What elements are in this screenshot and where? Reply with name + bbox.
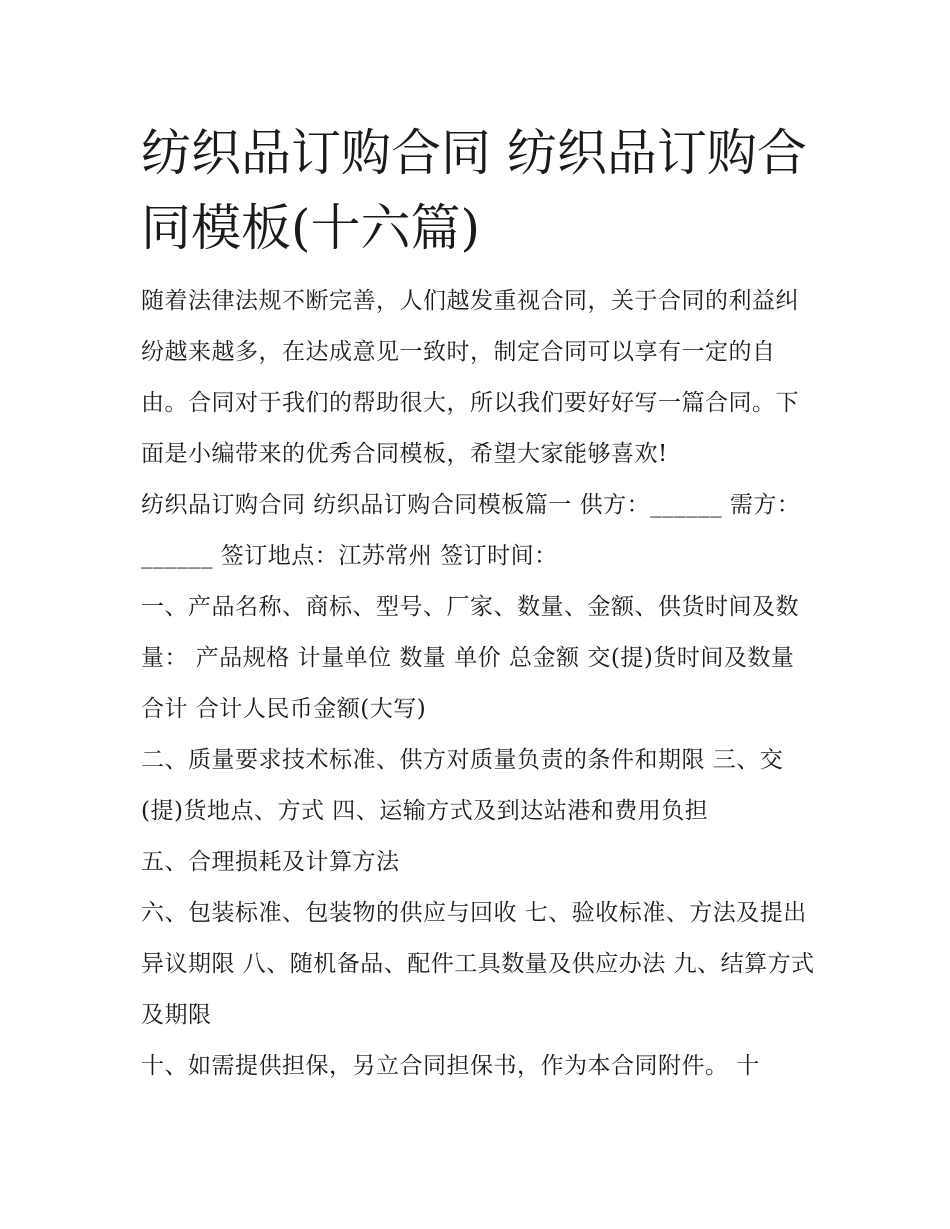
document-title: 纺织品订购合同 纺织品订购合同模板(十六篇) xyxy=(141,124,807,257)
clause-10-paragraph: 十、如需提供担保，另立合同担保书，作为本合同附件。 十 xyxy=(141,1053,760,1079)
clause-1-paragraph: 一、产品名称、商标、型号、厂家、数量、金额、供货时间及数量： 产品规格 计量单位 数量 单价 总金额 交(提)货时间及数量 合计 合计人民币金额(大写) xyxy=(141,594,799,722)
contract-parties-paragraph: 纺织品订购合同 纺织品订购合同模板篇一 供方：______ 需方：______ 签订地点：江苏常州 签订时间： xyxy=(141,492,801,569)
clause-2-4-paragraph: 二、质量要求技术标准、供方对质量负责的条件和期限 三、交(提)货地点、方式 四、运输方式及到达站港和费用负担 xyxy=(141,747,784,824)
clause-5-paragraph: 五、合理损耗及计算方法 xyxy=(141,849,400,875)
document-body xyxy=(141,276,817,1092)
clause-6-9-paragraph: 六、包装标准、包装物的供应与回收 七、验收标准、方法及提出异议期限 八、随机备品、配件工具数量及供应办法 九、结算方式及期限 xyxy=(141,900,815,1028)
intro-paragraph: 随着法律法规不断完善，人们越发重视合同，关于合同的利益纠纷越来越多，在达成意见一致时，制定合同可以享有一定的自由。合同对于我们的帮助很大，所以我们要好好写一篇合同。下面是小编带来的优秀合同模板，希望大家能够喜欢! xyxy=(141,288,799,467)
